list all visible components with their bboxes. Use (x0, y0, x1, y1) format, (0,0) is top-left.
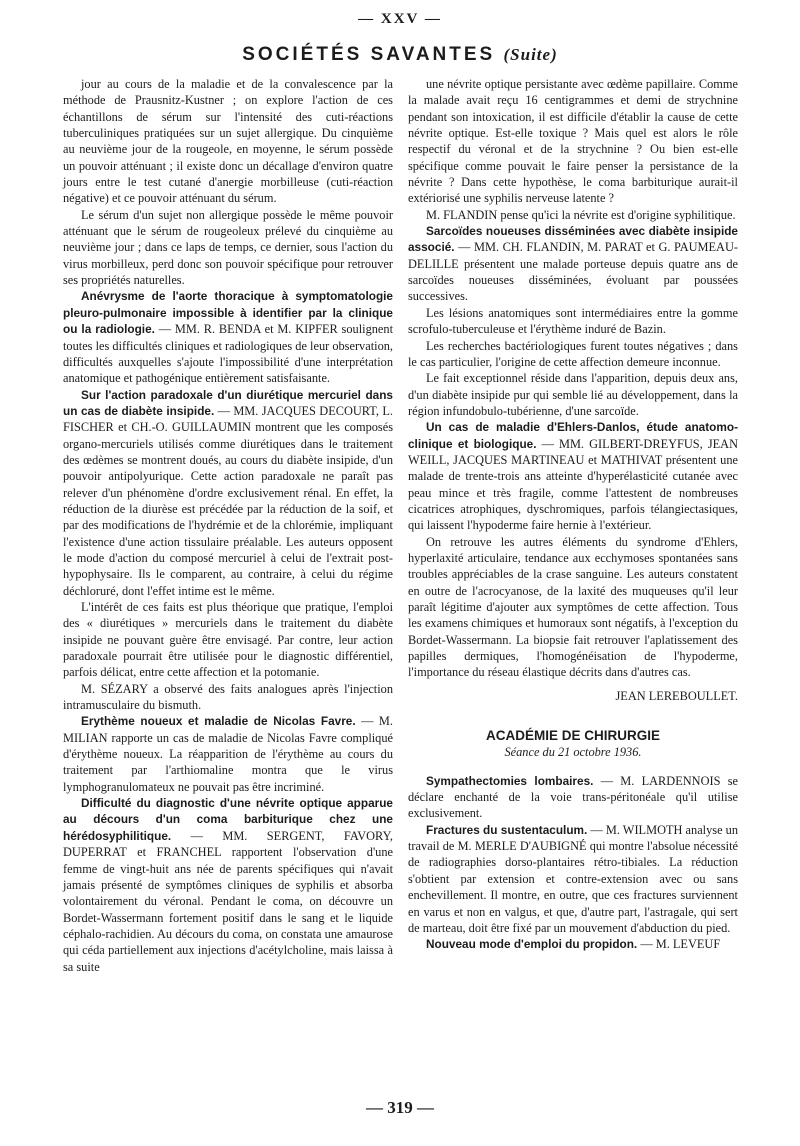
paragraph: Le fait exceptionnel réside dans l'apparition, depuis deux ans, d'un diabète insipide pur qui semble lié au développement, dans la région infundobulo-tubérienne, d'une sarcoïde. (408, 371, 738, 418)
paragraph: Un cas de maladie d'Ehlers-Danlos, étude anatomo-clinique et biologique. — MM. GILBERT-DREYFUS, JEAN WEILL, JACQUES MARTINEAU et MATHIVAT présentent une malade de trente-trois ans atteinte d'hyperélasticité cutanée avec peau mince et très fragile, comme l'attestent de nombreuses cicatrices atrophiques, dyschromiques, parfois télangiectasiques, qui laissent l'hypoderme faire hernie à l'extérieur. (408, 420, 738, 533)
paragraph: une névrite optique persistante avec œdème papillaire. Comme la malade avait reçu 16 centigrammes et demi de strychnine pendant son intoxication, il est difficile d'établir la cause de cette névrite optique. Est-elle toxique ? Mais quel est alors le rôle respectif du véronal et de la strychnine ? Ou bien est-elle spécifique comme pouvait le faire penser la persistance de la névrite ? Dans cette hypothèse, le coma barbiturique aurait-il extériorisé une syphilis nerveuse latente ? (408, 77, 738, 206)
section-heading: Erythème noueux et maladie de Nicolas Favre. (81, 714, 356, 729)
running-title-text: SOCIÉTÉS SAVANTES (242, 44, 496, 65)
paragraph: M. FLANDIN pense qu'ici la névrite est d'origine syphilitique. (426, 207, 736, 222)
paragraph: L'intérêt de ces faits est plus théorique que pratique, l'emploi des « diurétiques » mercuriels dans le traitement du diabète insipide ne pouvant guère être envisagé. Par contre, leur action paradoxale pourrait être utilisée pour le diagnostic différentiel, parfois délicat, entre cette affection et la potomanie. (63, 600, 393, 680)
paragraph: Le sérum d'un sujet non allergique possède le même pouvoir atténuant que le sérum de rougeoleux prélevé du cinquième au neuvième jour ; dans ce laps de temps, ce dernier, sous l'action du virus morbilleux, perd donc son pouvoir spécifique pour retrouver ses propriétés naturelles. (63, 207, 393, 288)
folio: — XXV — (358, 11, 442, 27)
signature: JEAN LEREBOULLET. (615, 688, 738, 703)
right-column (408, 76, 738, 953)
academie-title: ACADÉMIE DE CHIRURGIE (485, 728, 660, 744)
seance-date: Séance du 21 octobre 1936. (504, 745, 642, 760)
paragraph: Fractures du sustentaculum. — M. WILMOTH analyse un travail de M. MERLE D'AUBIGNÉ qui montre l'absolue nécessité de radiographies dorso-plantaires rétro-tibiales. La réduction s'obtient par extension et contre-extension avec ou sans enchevillement. Il montre, en outre, que ces fractures surviennent en varus et non en valgus, et que, d'autre part, l'astragale, qui sert de marteau, doit être fixé par un mouvement d'abduction du pied. (408, 822, 738, 935)
section-heading: Sympathectomies lombaires. (426, 773, 594, 788)
paragraph: Difficulté du diagnostic d'une névrite optique apparue au décours d'un coma barbiturique chez une hérédosyphilitique. — MM. SERGENT, FAVORY, DUPERRAT et FRANCHEL rapportent l'observation d'une femme de vingt-huit ans née de parents spécifiques qui n'avait jamais présenté de symptômes cliniques de syphilis et absorba volontairement du véronal. Pendant le coma, on découvre un Bordet-Wassermann fortement positif dans le sang et le liquide céphalo-rachidien. Au décours du coma, on constata une amaurose qui céda partiellement aux injections d'acétylcholine, mais laissa à sa suite (63, 796, 393, 974)
paragraph: Sur l'action paradoxale d'un diurétique mercuriel dans un cas de diabète insipide. — MM. JACQUES DECOURT, L. FISCHER et CH.-O. GUILLAUMIN montrent que les composés organo-mercuriels utilisés comme diurétiques dans le traitement des œdèmes se montrent doués, au cours du diabète insipide, d'un pouvoir antipolyurique. Cette action paradoxale ne paraît pas relever d'un phénomène d'ordre exclusivement rénal. En effet, la réduction de la diurèse est précédée par la réduction de la soif, et par des modifications de l'hydrémie et de la chlorémie, impliquant l'existence d'une action tissulaire préalable. Les auteurs opposent le mode d'action du composé mercuriel à celui de l'extrait post-hypophysaire. Ils le comparent, au contraire, à celui du régime déchloruré, dont l'effet intime est le même. (63, 387, 393, 598)
paragraph: jour au cours de la maladie et de la convalescence par la méthode de Prausnitz-Kustner ; on explore l'action de ces échantillons de sérum sur l'intensité des cuti-réactions tuberculiniques pratiquées sur un sujet allergique. Du cinquième au neuvième jour de la rougeole, en moyenne, le sérum possède un pouvoir atténuant ; il existe donc un décallage d'environ quatre jours entre le test cutané d'anergie morbilleuse (cuti-réaction négative) et ce pouvoir atténuant du sérum. (63, 77, 393, 206)
section-heading: Difficulté du diagnostic d'une névrite optique apparue au décours d'un coma barbiturique chez une hérédosyphilitique. (63, 796, 393, 843)
section-heading: Un cas de maladie d'Ehlers-Danlos, étude anatomo-clinique et biologique. (408, 420, 738, 451)
page-number: — 319 — (366, 1098, 434, 1117)
paragraph: Sympathectomies lombaires. — M. LARDENNOIS se déclare enchanté de la voie trans-péritonéale qu'il utilise exclusivement. (408, 773, 738, 821)
paragraph: M. SÉZARY a observé des faits analogues après l'injection intramusculaire du bismuth. (63, 681, 393, 713)
section-heading: Nouveau mode d'emploi du propidon. (426, 937, 638, 952)
paragraph: Anévrysme de l'aorte thoracique à symptomatologie pleuro-pulmonaire impossible à identifier par la clinique ou la radiologie. — MM. R. BENDA et M. KIPFER soulignent toutes les difficultés cliniques et radiologiques de leur observation, difficultés auxquelles s'ajoute l'impossibilité d'une interprétation anatomique et pathogénique entièrement satisfaisante. (63, 289, 393, 386)
section-heading: Sur l'action paradoxale d'un diurétique mercuriel dans un cas de diabète insipide. (63, 387, 393, 418)
running-title (0, 44, 800, 66)
paragraph: Sarcoïdes noueuses disséminées avec diabète insipide associé. — MM. CH. FLANDIN, M. PARAT et G. PAUMEAU-DELILLE présentent une malade porteuse depuis quatre ans de sarcoïdes noueuses disséminées, évoluant par poussées successives. (408, 224, 738, 304)
paragraph: On retrouve les autres éléments du syndrome d'Ehlers, hyperlaxité articulaire, tendance aux ecchymoses spontanées sans troubles appréciables de la crase sanguine. Les auteurs constatent en outre de l'acrocyanose, de la laxité des muqueuses qu'il leur paraît légitime d'ajouter aux symptômes de cette affection. Tous les examens chimiques et humoraux sont négatifs, à l'exception du Bordet-Wassermann. La biopsie fait retrouver l'aplatissement des papilles dermiques, l'homogénéisation de l'hypoderme, l'importance du réseau élastique décrits dans d'autres cas. (408, 534, 738, 680)
left-column (63, 76, 393, 975)
section-heading: Anévrysme de l'aorte thoracique à symptomatologie pleuro-pulmonaire impossible à identifier par la clinique ou la radiologie. (63, 289, 393, 337)
paragraph: Erythème noueux et maladie de Nicolas Favre. — M. MILIAN rapporte un cas de maladie de Nicolas Favre compliqué d'érythème noueux. La réapparition de l'érythème au cours du traitement par l'arthiomaline montra que le virus lymphogranulomateux ne pouvait pas être incriminé. (63, 714, 393, 794)
paragraph: Les recherches bactériologiques furent toutes négatives ; dans le cas particulier, l'origine de cette affection demeure inconnue. (408, 338, 738, 369)
running-title-suffix: (Suite) (503, 45, 558, 64)
section-heading: Fractures du sustentaculum. (426, 822, 588, 837)
paragraph: Les lésions anatomiques sont intermédiaires entre la gomme scrofulo-tuberculeuse et l'érythème induré de Bazin. (408, 305, 738, 337)
section-heading: Sarcoïdes noueuses disséminées avec diabète insipide associé. (408, 224, 738, 255)
paragraph: Nouveau mode d'emploi du propidon. — M. LEVEUF (426, 937, 721, 952)
